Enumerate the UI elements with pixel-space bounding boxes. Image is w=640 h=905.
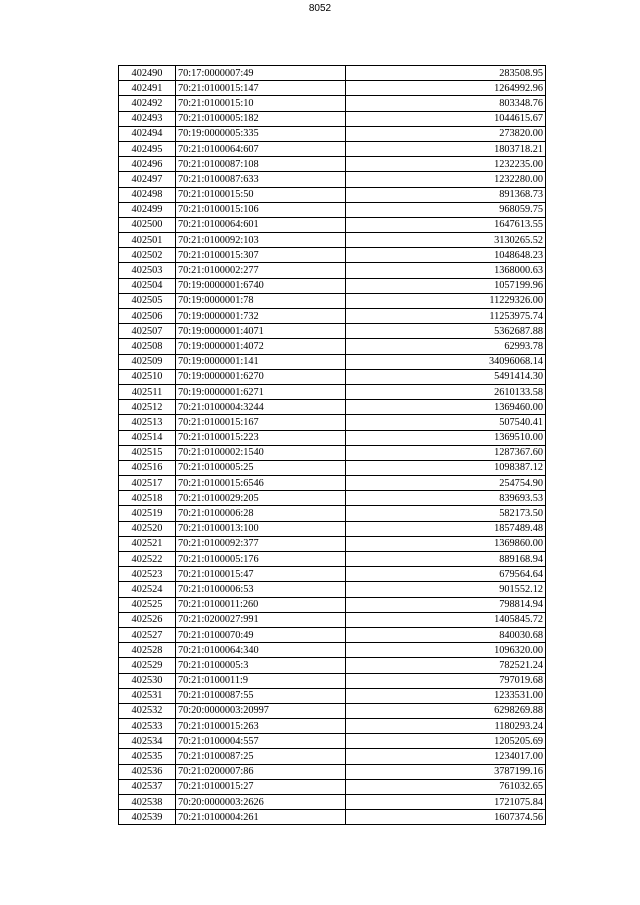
cadastral-value: 1721075.84 <box>346 795 546 810</box>
cadastral-value: 5362687.88 <box>346 324 546 339</box>
row-id: 402506 <box>119 309 176 324</box>
table-row <box>119 217 546 232</box>
cadastral-number: 70:21:0100015:47 <box>176 567 346 582</box>
row-id: 402494 <box>119 126 176 141</box>
cadastral-value: 1368000.63 <box>346 263 546 278</box>
cadastral-number: 70:21:0100092:103 <box>176 233 346 248</box>
cadastral-number: 70:21:0100005:25 <box>176 460 346 475</box>
cadastral-number: 70:17:0000007:49 <box>176 66 346 81</box>
cadastral-number: 70:21:0100029:205 <box>176 491 346 506</box>
table-row <box>119 263 546 278</box>
cadastral-number: 70:21:0100015:50 <box>176 187 346 202</box>
cadastral-number: 70:21:0100005:182 <box>176 111 346 126</box>
cadastral-number: 70:19:0000001:4071 <box>176 324 346 339</box>
cadastral-value: 1098387.12 <box>346 460 546 475</box>
table-row <box>119 111 546 126</box>
table-row <box>119 187 546 202</box>
cadastral-value: 1234017.00 <box>346 749 546 764</box>
cadastral-number: 70:21:0100005:3 <box>176 658 346 673</box>
row-id: 402503 <box>119 263 176 278</box>
cadastral-number: 70:21:0100015:27 <box>176 779 346 794</box>
table-row <box>119 597 546 612</box>
row-id: 402533 <box>119 719 176 734</box>
table-row <box>119 460 546 475</box>
table-row <box>119 810 546 825</box>
table-row <box>119 703 546 718</box>
cadastral-number: 70:21:0200027:991 <box>176 612 346 627</box>
table-row <box>119 536 546 551</box>
cadastral-value: 3787199.16 <box>346 764 546 779</box>
cadastral-value: 5491414.30 <box>346 369 546 384</box>
table-row <box>119 415 546 430</box>
cadastral-number: 70:21:0100064:607 <box>176 141 346 156</box>
cadastral-number: 70:21:0100013:100 <box>176 521 346 536</box>
row-id: 402519 <box>119 506 176 521</box>
cadastral-value: 1647613.55 <box>346 217 546 232</box>
cadastral-number: 70:19:0000001:6271 <box>176 384 346 399</box>
table-row <box>119 779 546 794</box>
row-id: 402498 <box>119 187 176 202</box>
row-id: 402509 <box>119 354 176 369</box>
cadastral-value: 283508.95 <box>346 66 546 81</box>
cadastral-value: 273820.00 <box>346 126 546 141</box>
table-row <box>119 734 546 749</box>
cadastral-value: 891368.73 <box>346 187 546 202</box>
cadastral-value: 968059.75 <box>346 202 546 217</box>
cadastral-value: 782521.24 <box>346 658 546 673</box>
cadastral-number: 70:21:0100011:9 <box>176 673 346 688</box>
cadastral-value: 1369860.00 <box>346 536 546 551</box>
cadastral-value: 1857489.48 <box>346 521 546 536</box>
cadastral-number: 70:19:0000001:6270 <box>176 369 346 384</box>
table-row <box>119 688 546 703</box>
table-row <box>119 96 546 111</box>
cadastral-value: 1233531.00 <box>346 688 546 703</box>
row-id: 402501 <box>119 233 176 248</box>
cadastral-number: 70:19:0000001:6740 <box>176 278 346 293</box>
table-row <box>119 248 546 263</box>
table-row <box>119 491 546 506</box>
cadastral-value: 6298269.88 <box>346 703 546 718</box>
row-id: 402537 <box>119 779 176 794</box>
table-body <box>119 66 546 825</box>
cadastral-value: 1057199.96 <box>346 278 546 293</box>
cadastral-value: 2610133.58 <box>346 384 546 399</box>
cadastral-value: 1369510.00 <box>346 430 546 445</box>
table-row <box>119 795 546 810</box>
cadastral-value: 11253975.74 <box>346 309 546 324</box>
cadastral-number: 70:21:0200007:86 <box>176 764 346 779</box>
cadastral-number: 70:21:0100015:167 <box>176 415 346 430</box>
table-row <box>119 521 546 536</box>
cadastral-number: 70:21:0100006:28 <box>176 506 346 521</box>
row-id: 402523 <box>119 567 176 582</box>
cadastral-number: 70:21:0100015:307 <box>176 248 346 263</box>
cadastral-value: 62993.78 <box>346 339 546 354</box>
cadastral-value: 889168.94 <box>346 552 546 567</box>
cadastral-value: 839693.53 <box>346 491 546 506</box>
row-id: 402502 <box>119 248 176 263</box>
row-id: 402499 <box>119 202 176 217</box>
cadastral-value: 1232280.00 <box>346 172 546 187</box>
cadastral-number: 70:21:0100006:53 <box>176 582 346 597</box>
row-id: 402521 <box>119 536 176 551</box>
table-row <box>119 627 546 642</box>
cadastral-value: 34096068.14 <box>346 354 546 369</box>
row-id: 402493 <box>119 111 176 126</box>
cadastral-number: 70:19:0000001:4072 <box>176 339 346 354</box>
table-row <box>119 81 546 96</box>
row-id: 402520 <box>119 521 176 536</box>
cadastral-value: 761032.65 <box>346 779 546 794</box>
row-id: 402522 <box>119 552 176 567</box>
cadastral-number: 70:21:0100087:25 <box>176 749 346 764</box>
cadastral-number: 70:19:0000005:335 <box>176 126 346 141</box>
cadastral-number: 70:21:0100087:108 <box>176 157 346 172</box>
cadastral-value: 1180293.24 <box>346 719 546 734</box>
row-id: 402534 <box>119 734 176 749</box>
cadastral-number: 70:20:0000003:2626 <box>176 795 346 810</box>
table-row <box>119 141 546 156</box>
cadastral-value-table <box>118 65 546 825</box>
row-id: 402512 <box>119 400 176 415</box>
row-id: 402538 <box>119 795 176 810</box>
cadastral-number: 70:21:0100015:6546 <box>176 476 346 491</box>
cadastral-number: 70:21:0100015:263 <box>176 719 346 734</box>
cadastral-value: 797019.68 <box>346 673 546 688</box>
table-row <box>119 567 546 582</box>
table-row <box>119 66 546 81</box>
row-id: 402524 <box>119 582 176 597</box>
cadastral-value: 254754.90 <box>346 476 546 491</box>
cadastral-value: 1405845.72 <box>346 612 546 627</box>
cadastral-number: 70:21:0100015:106 <box>176 202 346 217</box>
row-id: 402497 <box>119 172 176 187</box>
row-id: 402513 <box>119 415 176 430</box>
table-row <box>119 476 546 491</box>
cadastral-value: 1287367.60 <box>346 445 546 460</box>
row-id: 402490 <box>119 66 176 81</box>
row-id: 402507 <box>119 324 176 339</box>
cadastral-value: 1369460.00 <box>346 400 546 415</box>
cadastral-value: 582173.50 <box>346 506 546 521</box>
table-row <box>119 384 546 399</box>
cadastral-value: 1044615.67 <box>346 111 546 126</box>
table-row <box>119 764 546 779</box>
row-id: 402495 <box>119 141 176 156</box>
row-id: 402536 <box>119 764 176 779</box>
table-row <box>119 643 546 658</box>
table-row <box>119 369 546 384</box>
table-row <box>119 293 546 308</box>
table-row <box>119 445 546 460</box>
table-row <box>119 612 546 627</box>
cadastral-number: 70:21:0100087:55 <box>176 688 346 703</box>
cadastral-number: 70:21:0100004:557 <box>176 734 346 749</box>
cadastral-number: 70:19:0000001:732 <box>176 309 346 324</box>
row-id: 402510 <box>119 369 176 384</box>
table-row <box>119 430 546 445</box>
cadastral-value: 1096320.00 <box>346 643 546 658</box>
row-id: 402527 <box>119 627 176 642</box>
table-row <box>119 126 546 141</box>
table-row <box>119 157 546 172</box>
row-id: 402492 <box>119 96 176 111</box>
cadastral-number: 70:21:0100015:10 <box>176 96 346 111</box>
table-row <box>119 354 546 369</box>
cadastral-number: 70:21:0100004:3244 <box>176 400 346 415</box>
cadastral-number: 70:21:0100015:223 <box>176 430 346 445</box>
cadastral-value: 507540.41 <box>346 415 546 430</box>
table-row <box>119 749 546 764</box>
table-row <box>119 552 546 567</box>
cadastral-value: 1803718.21 <box>346 141 546 156</box>
row-id: 402529 <box>119 658 176 673</box>
table-row <box>119 324 546 339</box>
table-row <box>119 233 546 248</box>
cadastral-number: 70:21:0100005:176 <box>176 552 346 567</box>
cadastral-number: 70:21:0100002:1540 <box>176 445 346 460</box>
cadastral-value: 1205205.69 <box>346 734 546 749</box>
cadastral-value: 1607374.56 <box>346 810 546 825</box>
cadastral-value: 1264992.96 <box>346 81 546 96</box>
row-id: 402528 <box>119 643 176 658</box>
cadastral-value: 679564.64 <box>346 567 546 582</box>
table-row <box>119 673 546 688</box>
cadastral-value: 3130265.52 <box>346 233 546 248</box>
table-row <box>119 506 546 521</box>
cadastral-value: 11229326.00 <box>346 293 546 308</box>
table-row <box>119 278 546 293</box>
row-id: 402508 <box>119 339 176 354</box>
cadastral-number: 70:19:0000001:78 <box>176 293 346 308</box>
cadastral-value: 840030.68 <box>346 627 546 642</box>
cadastral-value: 798814.94 <box>346 597 546 612</box>
cadastral-number: 70:21:0100011:260 <box>176 597 346 612</box>
row-id: 402516 <box>119 460 176 475</box>
row-id: 402511 <box>119 384 176 399</box>
table-row <box>119 582 546 597</box>
row-id: 402525 <box>119 597 176 612</box>
page-number: 8052 <box>308 3 332 14</box>
table-row <box>119 202 546 217</box>
row-id: 402518 <box>119 491 176 506</box>
cadastral-number: 70:21:0100087:633 <box>176 172 346 187</box>
cadastral-number: 70:21:0100064:340 <box>176 643 346 658</box>
row-id: 402515 <box>119 445 176 460</box>
cadastral-number: 70:19:0000001:141 <box>176 354 346 369</box>
row-id: 402505 <box>119 293 176 308</box>
row-id: 402531 <box>119 688 176 703</box>
row-id: 402539 <box>119 810 176 825</box>
row-id: 402491 <box>119 81 176 96</box>
cadastral-number: 70:20:0000003:20997 <box>176 703 346 718</box>
row-id: 402514 <box>119 430 176 445</box>
row-id: 402535 <box>119 749 176 764</box>
table-row <box>119 339 546 354</box>
cadastral-value: 901552.12 <box>346 582 546 597</box>
cadastral-number: 70:21:0100015:147 <box>176 81 346 96</box>
cadastral-number: 70:21:0100092:377 <box>176 536 346 551</box>
cadastral-value: 803348.76 <box>346 96 546 111</box>
row-id: 402530 <box>119 673 176 688</box>
cadastral-value: 1232235.00 <box>346 157 546 172</box>
row-id: 402526 <box>119 612 176 627</box>
row-id: 402532 <box>119 703 176 718</box>
table-row <box>119 719 546 734</box>
cadastral-number: 70:21:0100002:277 <box>176 263 346 278</box>
row-id: 402500 <box>119 217 176 232</box>
cadastral-value: 1048648.23 <box>346 248 546 263</box>
table-row <box>119 309 546 324</box>
row-id: 402504 <box>119 278 176 293</box>
row-id: 402517 <box>119 476 176 491</box>
cadastral-number: 70:21:0100064:601 <box>176 217 346 232</box>
table-row <box>119 400 546 415</box>
cadastral-number: 70:21:0100004:261 <box>176 810 346 825</box>
cadastral-number: 70:21:0100070:49 <box>176 627 346 642</box>
table-row <box>119 172 546 187</box>
row-id: 402496 <box>119 157 176 172</box>
table-row <box>119 658 546 673</box>
